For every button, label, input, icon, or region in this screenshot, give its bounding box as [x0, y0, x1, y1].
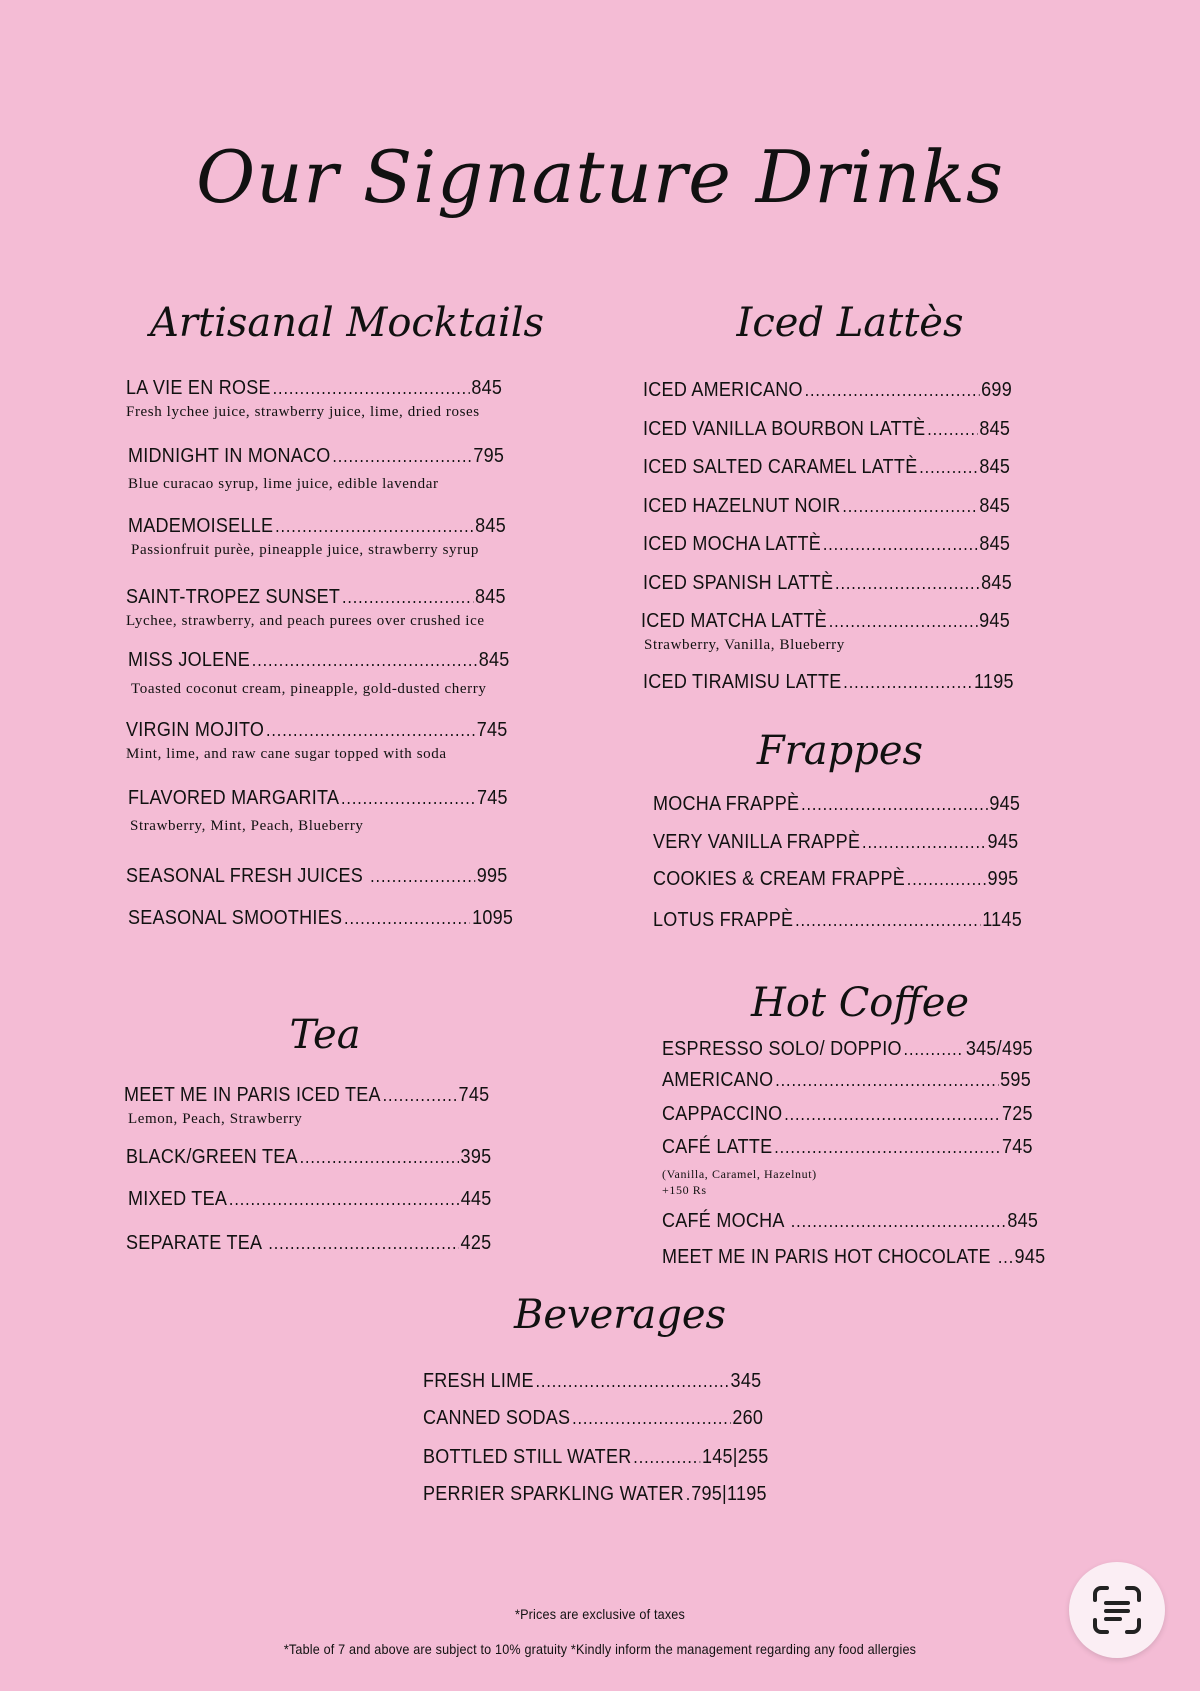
item-price: 845	[979, 456, 1011, 478]
item-name: MIDNIGHT IN MONACO	[128, 445, 331, 467]
menu-item	[662, 1068, 1072, 1092]
section-title-tea: Tea	[289, 1012, 361, 1058]
item-description: Passionfruit purèe, pineapple juice, strawberry syrup	[131, 542, 479, 558]
item-price: 725	[1001, 1103, 1033, 1125]
section-title-beverages: Beverages	[513, 1292, 727, 1338]
item-price: 845	[478, 649, 510, 671]
item-name: ICED TIRAMISU LATTE	[643, 671, 842, 693]
item-name: ICED HAZELNUT NOIR	[643, 495, 841, 517]
item-name: ICED AMERICANO	[643, 379, 803, 401]
section-title-iced-lattes: Iced Lattès	[736, 300, 964, 346]
leader-dots	[805, 378, 980, 402]
leader-dots	[686, 1482, 690, 1506]
item-price: 445	[460, 1188, 492, 1210]
leader-dots	[273, 376, 470, 400]
leader-dots	[907, 867, 986, 891]
menu-item	[423, 1406, 801, 1430]
item-name: MOCHA FRAPPÈ	[653, 793, 800, 815]
leader-dots	[572, 1406, 730, 1430]
item-name: AMERICANO	[662, 1069, 774, 1091]
leader-dots	[862, 830, 986, 854]
leader-dots	[342, 585, 473, 609]
leader-dots	[370, 864, 475, 888]
leader-dots	[919, 455, 977, 479]
item-price: 945	[989, 793, 1021, 815]
item-description: Mint, lime, and raw cane sugar topped with soda	[126, 746, 447, 762]
menu-item	[128, 906, 556, 930]
item-price: 260	[732, 1407, 764, 1429]
menu-item	[423, 1482, 805, 1506]
item-price: 845	[471, 377, 503, 399]
leader-dots	[229, 1187, 459, 1211]
item-name: FRESH LIME	[423, 1370, 534, 1392]
item-price: 345/495	[965, 1038, 1033, 1060]
item-price: 745	[476, 719, 508, 741]
item-price: 699	[981, 379, 1012, 401]
menu-item	[653, 830, 1059, 854]
item-description: Lychee, strawberry, and peach purees over crushed ice	[126, 613, 485, 629]
leader-dots	[275, 514, 473, 538]
menu-item	[126, 376, 544, 421]
item-price: 845	[474, 586, 506, 608]
menu-item	[643, 571, 1053, 595]
menu-item	[662, 1245, 1088, 1269]
leader-dots	[801, 792, 987, 816]
item-name: BOTTLED STILL WATER	[423, 1446, 632, 1468]
section-title-mocktails: Artisanal Mocktails	[150, 300, 545, 346]
menu-item	[643, 417, 1051, 441]
leader-dots	[791, 1209, 1006, 1233]
menu-item	[128, 1187, 532, 1211]
leader-dots	[252, 648, 477, 672]
item-price: 845	[1007, 1210, 1039, 1232]
menu-item	[128, 514, 548, 559]
section-title-hot-coffee: Hot Coffee	[750, 980, 970, 1026]
leader-dots	[344, 906, 470, 930]
item-price: 745	[476, 787, 508, 809]
menu-item	[643, 670, 1055, 694]
leader-dots	[835, 571, 979, 595]
menu-item	[423, 1369, 799, 1393]
item-name: BLACK/GREEN TEA	[126, 1146, 298, 1168]
menu-item	[423, 1445, 807, 1469]
leader-dots	[795, 908, 980, 932]
leader-dots	[300, 1145, 459, 1169]
menu-item	[128, 648, 552, 698]
menu-item	[126, 864, 550, 888]
item-price: 1145	[982, 909, 1022, 931]
item-name: VIRGIN MOJITO	[126, 719, 265, 741]
leader-dots	[266, 718, 475, 742]
item-price: 945	[987, 831, 1019, 853]
section-title-frappes: Frappes	[756, 728, 924, 774]
item-description: Strawberry, Vanilla, Blueberry	[644, 637, 845, 653]
item-name: SAINT-TROPEZ SUNSET	[126, 586, 341, 608]
item-price: 845	[979, 533, 1011, 555]
menu-item	[653, 908, 1063, 932]
leader-dots	[823, 532, 978, 556]
menu-item	[126, 585, 548, 630]
item-name: CAFÉ LATTE	[662, 1136, 773, 1158]
item-price: 595	[1000, 1069, 1031, 1091]
item-price: 945	[1014, 1246, 1046, 1268]
leader-dots	[774, 1135, 1000, 1159]
scan-text-button[interactable]	[1069, 1562, 1165, 1658]
item-price: 425	[460, 1232, 492, 1254]
item-name: SEASONAL SMOOTHIES	[128, 907, 343, 929]
item-name: COOKIES & CREAM FRAPPÈ	[653, 868, 905, 890]
item-name: MISS JOLENE	[128, 649, 251, 671]
item-name: SEPARATE TEA	[126, 1232, 267, 1254]
item-name: ICED MOCHA LATTÈ	[643, 533, 822, 555]
item-price: 995	[476, 865, 508, 887]
item-name: ICED MATCHA LATTÈ	[641, 610, 827, 632]
item-name: MIXED TEA	[128, 1188, 228, 1210]
leader-dots	[784, 1102, 1000, 1126]
menu-item	[643, 455, 1051, 479]
leader-dots	[829, 609, 978, 633]
page-title: Our Signature Drinks	[196, 135, 1004, 219]
item-name: ESPRESSO SOLO/ DOPPIO	[662, 1038, 902, 1060]
item-name: ICED SPANISH LATTÈ	[643, 572, 834, 594]
item-name: FLAVORED MARGARITA	[128, 787, 340, 809]
menu-item	[653, 867, 1059, 891]
item-description: Strawberry, Mint, Peach, Blueberry	[130, 818, 364, 834]
menu-item	[643, 378, 1053, 402]
scan-text-icon	[1091, 1584, 1143, 1636]
menu-item	[662, 1102, 1074, 1126]
item-price: 845	[475, 515, 506, 537]
menu-item	[653, 792, 1061, 816]
item-name: PERRIER SPARKLING WATER	[423, 1483, 684, 1505]
item-description: (Vanilla, Caramel, Hazelnut)	[662, 1167, 817, 1181]
leader-dots	[341, 786, 475, 810]
leader-dots	[775, 1068, 998, 1092]
item-description: Toasted coconut cream, pineapple, gold-dusted cherry	[131, 681, 487, 697]
tax-note: *Prices are exclusive of taxes	[515, 1606, 685, 1622]
item-description: Lemon, Peach, Strawberry	[128, 1111, 303, 1127]
item-price: 995	[987, 868, 1019, 890]
item-price: 345	[730, 1370, 762, 1392]
item-name: SEASONAL FRESH JUICES	[126, 865, 369, 887]
menu-item	[126, 718, 550, 763]
item-price: 1095	[472, 907, 514, 929]
menu-item	[662, 1037, 1074, 1061]
item-name: CAFÉ MOCHA	[662, 1210, 789, 1232]
item-name: MADEMOISELLE	[128, 515, 274, 537]
leader-dots	[332, 444, 471, 468]
menu-item	[643, 494, 1051, 518]
item-price: 845	[979, 495, 1011, 517]
item-price: 945	[979, 610, 1010, 632]
item-price: 145|255	[701, 1446, 769, 1468]
leader-dots	[383, 1083, 457, 1107]
leader-dots	[998, 1245, 1013, 1269]
leader-dots	[536, 1369, 729, 1393]
menu-item	[124, 1083, 530, 1128]
item-name: MEET ME IN PARIS HOT CHOCOLATE	[662, 1246, 997, 1268]
leader-dots	[843, 670, 972, 694]
leader-dots	[268, 1231, 458, 1255]
item-name: CAPPACCINO	[662, 1103, 783, 1125]
item-price: 1195	[974, 671, 1014, 693]
menu-item	[128, 444, 546, 493]
item-name: ICED VANILLA BOURBON LATTÈ	[643, 418, 926, 440]
item-price: 745	[458, 1084, 490, 1106]
item-addon-price: +150 Rs	[662, 1183, 707, 1197]
menu-item	[126, 1231, 532, 1255]
item-description: Blue curacao syrup, lime juice, edible lavendar	[128, 476, 439, 492]
item-description: Fresh lychee juice, strawberry juice, lime, dried roses	[126, 404, 480, 420]
item-name: VERY VANILLA FRAPPÈ	[653, 831, 861, 853]
menu-item	[128, 786, 550, 835]
item-name: CANNED SODAS	[423, 1407, 571, 1429]
menu-item	[662, 1135, 1074, 1198]
menu-item	[643, 532, 1051, 556]
item-price: 845	[979, 418, 1011, 440]
leader-dots	[633, 1445, 700, 1469]
leader-dots	[904, 1037, 964, 1061]
item-price: 845	[981, 572, 1012, 594]
gratuity-note: *Table of 7 and above are subject to 10% gratuity *Kindly inform the management regarding any food allergies	[283, 1641, 917, 1657]
item-price: 795	[473, 445, 505, 467]
item-name: LOTUS FRAPPÈ	[653, 909, 794, 931]
item-price: 745	[1001, 1136, 1033, 1158]
item-price: 395	[460, 1146, 492, 1168]
menu-item	[662, 1209, 1080, 1233]
item-price: 795|1195	[691, 1483, 767, 1505]
menu-item	[126, 1145, 532, 1169]
leader-dots	[927, 417, 977, 441]
item-name: LA VIE EN ROSE	[126, 377, 271, 399]
menu-item	[641, 609, 1051, 654]
item-name: ICED SALTED CARAMEL LATTÈ	[643, 456, 918, 478]
item-name: MEET ME IN PARIS ICED TEA	[124, 1084, 381, 1106]
leader-dots	[842, 494, 977, 518]
